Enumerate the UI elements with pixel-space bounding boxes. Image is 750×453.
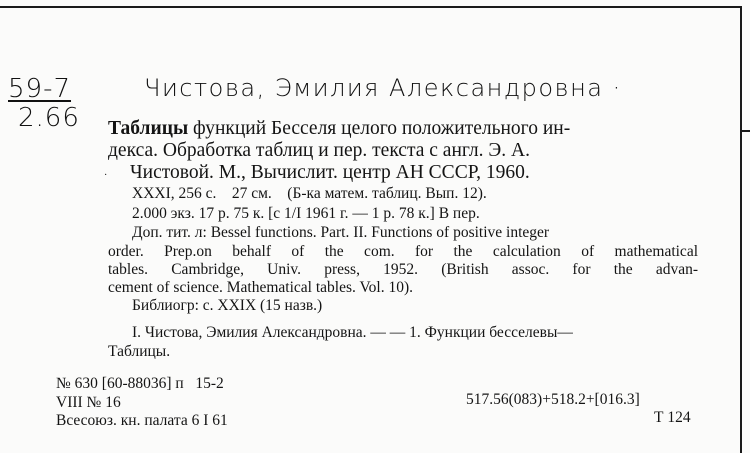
title-bold-word: Таблицы	[108, 118, 189, 139]
note-line-2: order. Prep.on behalf of the com. for the calculation of mathematical	[108, 243, 698, 260]
card-top-edge	[0, 6, 742, 8]
note-line-5: Библиогр: с. XXIX (15 назв.)	[132, 297, 323, 314]
title-line-1-rest: функций Бесселя целого положительного ин-	[193, 118, 571, 139]
author-code: Т 124	[654, 409, 691, 426]
title-line-3: Чистовой. М., Вычислит. центр АН СССР, 1960.	[130, 162, 530, 183]
note-line-3: tables. Cambridge, Univ. press, 1952. (British assoc. for the advan-	[108, 261, 698, 278]
record-number: № 630 [60-88036] п 15-2	[56, 375, 224, 392]
card-right-edge	[740, 6, 742, 453]
handwritten-author: Чистова, Эмилия Александровна ·	[144, 74, 622, 102]
handwritten-shelf-subnumber: 2.66	[18, 103, 80, 133]
imprint-line-1: XXXI, 256 с. 27 см. (Б-ка матем. таблиц. Вып. 12).	[132, 185, 487, 202]
volume-number: VIII № 16	[56, 394, 121, 411]
handwritten-shelf-number: 59-7	[8, 74, 72, 104]
card-edge-notch	[742, 130, 750, 132]
note-line-4: cement of science. Mathematical tables. Vol. 10).	[108, 279, 414, 296]
margin-mark: ·	[104, 170, 108, 181]
imprint-line-2: 2.000 экз. 17 р. 75 к. [с 1/I 1961 г. — 1 р. 78 к.] В пер.	[132, 205, 480, 222]
tracing-line-1: I. Чистова, Эмилия Александровна. — — 1. Функции бесселевы—	[132, 324, 573, 341]
title-line-1	[108, 119, 570, 139]
note-line-1: Доп. тит. л: Bessel functions. Part. II. Functions of positive integer	[132, 224, 550, 241]
book-chamber: Всесоюз. кн. палата 6 I 61	[56, 412, 228, 429]
title-line-2: декса. Обработка таблиц и пер. текста с англ. Э. А.	[108, 140, 530, 161]
tracing-line-2: Таблицы.	[108, 343, 171, 360]
classification-index: 517.56(083)+518.2+[016.3]	[466, 391, 640, 408]
